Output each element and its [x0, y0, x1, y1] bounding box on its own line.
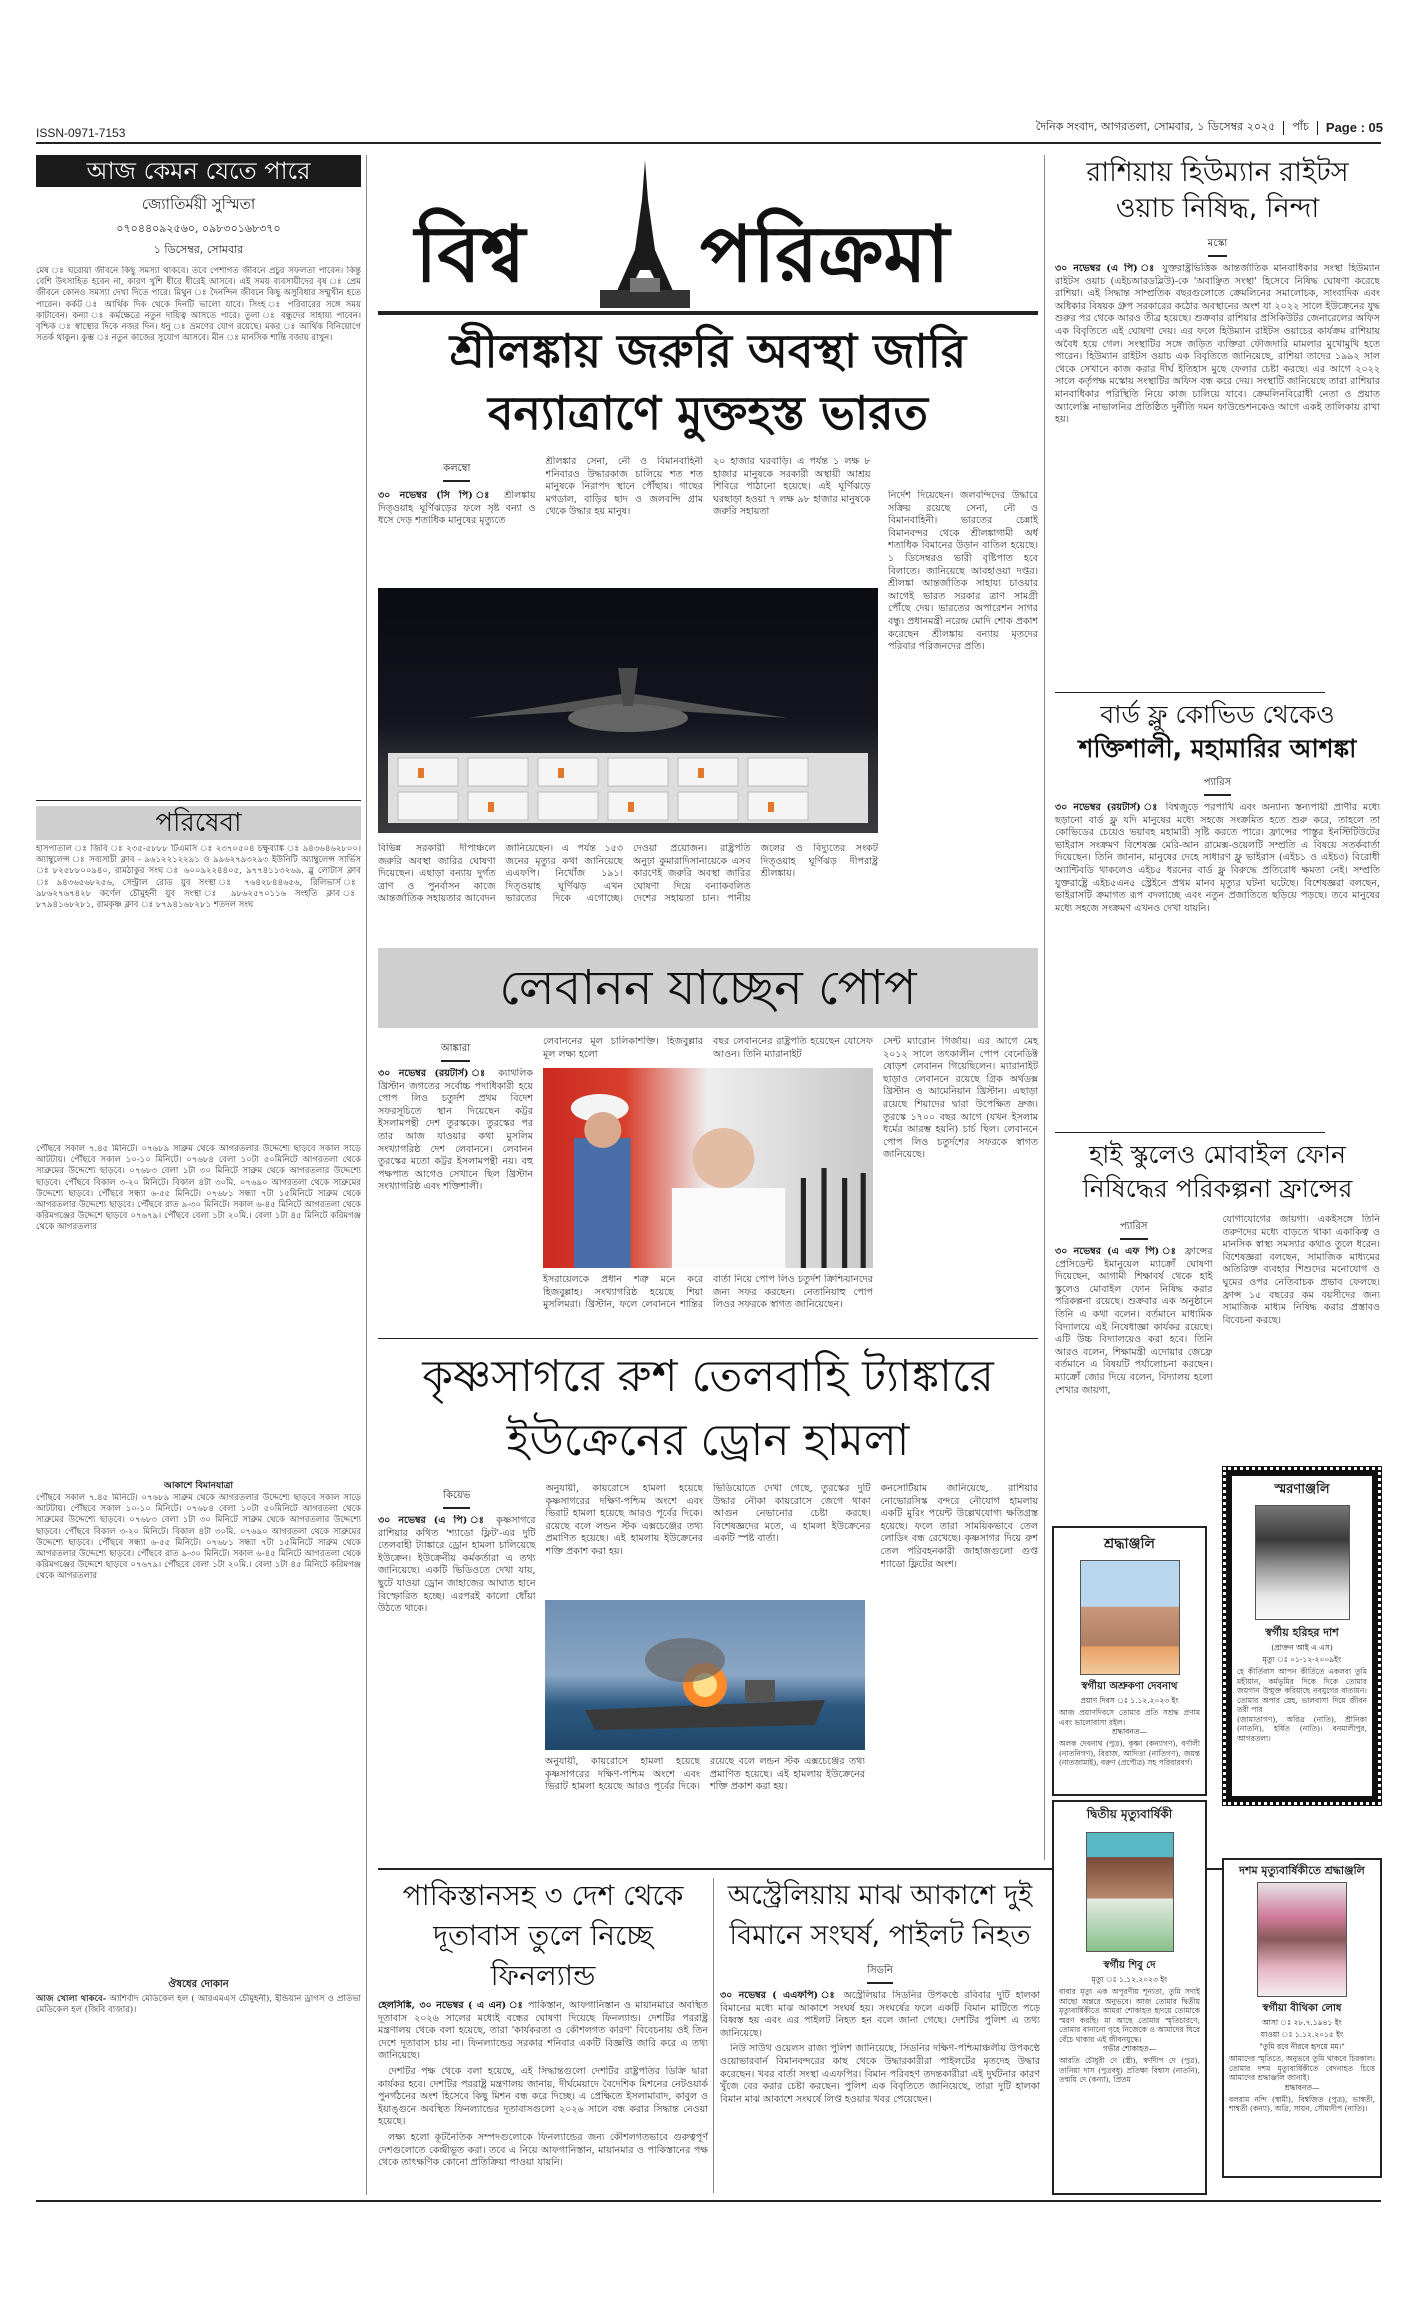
- lead-col-1-text: শ্রীলঙ্কায় দিত্ওয়াহ ঘূর্ণিঝড়ের ফলে সৃষ্ট বন্যা ও ধসে দেড় শতাধিক মানুষের মৃত্যুতে: [378, 490, 536, 527]
- phone-story: [1055, 1138, 1380, 1486]
- trains-body: পৌঁছবে সকাল ৭.৪৫ মিনিটে। ০৭৬৮৯ সাব্রুম থেকে আগরতলার উদ্দেশ্যে ছাড়বে সকাল সাড়ে আটটায়। পৌঁছবে সকাল ১০-১০ মিনিটে। ০৭৬৮৪ বেলা ১০টা ৫০মিনিটে আগরতলা থেকে সাব্রুমের উদ্দেশ্যে ছাড়বে। ০৭৬৮৩ বেলা ১টা ৩০ মিনিটে সাব্রুম থেকে আগরতলার উদ্দেশ্যে ছাড়বে। পৌঁছবে বিকাল ৩-২০ মিনিটে। বিকাল ৪টা ৩০মি. ০৭৬৯০ আগরতলা থেকে সাব্রুমের উদ্দেশ্যে ছাড়বে। পৌঁছবে সন্ধ্যা ৬-৫৫ মিনিটে। ০৭৬৮১ সন্ধ্যা ৭টা ১৫মিনিটে সাব্রুম থেকে আগরতলার উদ্দেশ্যে ছাড়বে। পৌঁছবে রাত ৯-৩০ মিনিটে। সকাল ৬-৪৫ মিনিটে আগরতলা থেকে করিমগঞ্জের উদ্দেশে ছাড়বে ০৭৬৭৯। পৌঁছবে বেলা ১টা ২০মি.। বেলা ১টা ৪৫ মিনিটে করিমগঞ্জ থেকে আগরতলার: [36, 1144, 361, 1233]
- pharmacy-label: আজ খোলা থাকবে-: [36, 1994, 107, 2004]
- tanker-fire-photo: [545, 1600, 865, 1750]
- phone-col-2: যোগাযোগের জায়গা। একইসঙ্গে তিনি তরুণদের মধ্যে বাড়তে থাকা একাকিত্ব ও মানসিক স্বাস্থ্য সমস্যার কথাও তুলে ধরেন। বিশেষজ্ঞরা বলছেন, সামাজিক মাধ্যমের অতিরিক্ত ব্যবহার শিশুদের মনোযোগ ও ঘুমের ওপর নেতিবাচক প্রভাব ফেলছে। ফ্রান্স ১৫ বছরের কম বয়সীদের জন্য সামাজিক মাধ্যম নিষিদ্ধ করার প্রস্তাবও বিবেচনা করছে।: [1222, 1214, 1380, 1326]
- russia-body-text: যুক্তরাষ্ট্রভিত্তিক আন্তর্জাতিক মানবাধিকার সংস্থা হিউম্যান রাইটস ওয়াচ (এইচআরডব্লিউ)-কে 'অবাঞ্ছিত সংস্থা' হিসেবে নিষিদ্ধ ঘোষণা করেছে রাশিয়া। এই সিদ্ধান্ত সাম্প্রতিক বছরগুলোতে ক্রেমলিনের সমালোচক, সাংবাদিক এবং অধিকার বিষয়ক গ্রুপ সরকারের কঠোর অবস্থানের অংশ যা ২০২২ সালে ইউক্রেনের যুদ্ধ শুরুর পর থেকে আরও তীব্র হয়েছে। শুক্রবার রাশিয়ার প্রসিকিউটর জেনারেলের অফিস এক বিবৃতিতে এই ঘোষণা দেয়। এর ফলে হিউম্যান রাইটস ওয়াচের কার্যক্রম রাশিয়ায় অবৈধ হয়ে গেল। সংস্থাটির সঙ্গে জড়িত ব্যক্তিরা ফৌজদারি মামলার মুখোমুখি হতে পারেন। হিউম্যান রাইটস ওয়াচ এক বিবৃতিতে জানিয়েছে, রাশিয়া তাদের ১৯৯২ সাল থেকে সেখানে কাজ করার দীর্ঘ ইতিহাস মুছে ফেলার চেষ্টা করছে। এর আগে ২০২২ সালে কর্তৃপক্ষ মস্কোয় সংস্থাটির অফিস বন্ধ করে দেয়। সংস্থাটি জানিয়েছে তারা রাশিয়ার মানবাধিকার পরিস্থিতি নিয়ে কাজ চালিয়ে যাবে। ক্রেমলিনবিরোধী নেতা ও প্রয়াত অ্যালেক্সি নাভালনির প্রতিষ্ঠিত দুর্নীতি দমন ফাউন্ডেশনকেও আগে একই তালিকায় রাখা হয়।: [1055, 263, 1380, 426]
- obituary-photo: [1080, 1560, 1180, 1675]
- pharmacy-body: [36, 1994, 361, 2016]
- pharmacy-text: আশির্বাদ মেডিকেল হল ( আরএমএস চৌমুহনী), ইন্ডিয়ান ড্রাগস ও প্রতিভা মেডিকেল হল (জিবি বাজার)।: [36, 1994, 361, 2016]
- lead-headline-1: শ্রীলঙ্কায় জরুরি অবস্থা জারি: [449, 324, 967, 378]
- page-header-info: [1036, 118, 1383, 137]
- australia-headline-2: বিমানে সংঘর্ষ, পাইলট নিহত: [729, 1920, 1031, 1951]
- obituary-photo: [1257, 1882, 1347, 1997]
- finland-headline-1: পাকিস্তানসহ ৩ দেশ থেকে: [402, 1879, 684, 1912]
- horoscope-date: ১ ডিসেম্বর, সোমবার: [153, 243, 244, 256]
- lead-col-3: ২০ হাজার ঘরবাড়ি। এ পর্যন্ত ১ লক্ষ ৮ হাজার মানুষকে সরকারী অস্থায়ী আশ্রয় শিবিরে পাঠানো হয়েছে। এই ঘূর্ণিঝড়ে ঘরছাড়া হওয়া ৭ লক্ষ ৯৮ হাজার মানুষকে জরুরি সহায়তা: [713, 456, 871, 518]
- obituary-title: দ্বিতীয় মৃত্যুবার্ষিকী: [1086, 1807, 1173, 1821]
- paper-dateline: দৈনিক সংবাদ, আগরতলা, সোমবার, ১ ডিসেম্বর ২০২৫: [1035, 120, 1276, 133]
- phone-rule: [1055, 1132, 1325, 1133]
- horoscope-phones: ০৭০৪৪০৯২৫৬০, ০৯৮৩০১৬৮৩৭০: [116, 222, 281, 235]
- obituary-debnath: [1052, 1526, 1207, 1796]
- page-word: পাঁচ: [1292, 120, 1309, 133]
- bottom-divider: [713, 1878, 714, 2193]
- tanker-below-photo: অনুযায়ী, কায়রোসে হামলা হয়েছে কৃষ্ণসাগরের দক্ষিণ-পশ্চিম অংশে এবং ভিরাট হামলা হয়েছে আরও পূর্বের দিকে। রয়েছে বলে লন্ডন স্টক এক্সচেঞ্জের তথ্য প্রমাণিত হয়েছে। এই হামলায় ইউক্রেনের শক্তি প্রকাশ করা হয়।: [545, 1756, 865, 1793]
- pope-story: [378, 1036, 1038, 1358]
- obituary-text: বাবার মৃত্যু এক অপূরণীয় শূন্যতা, তুমি সদাই আছো অন্তরে অনুভবে। আজ তোমার দ্বিতীয় মৃত্যুবার্ষিকীতে আমরা শোকাহত হৃদয়ে তোমাকে স্মরণ করছি। মা আছে তোমার স্মৃতিচারণে, তোমার বানানো গৃহে নিজেকে ও আমাদের ঘিরে বেঁচে থাকার এই জীবনযুদ্ধে।: [1059, 1987, 1200, 2044]
- phone-dateline: ৩০ নভেম্বর (এ এফ পি) ঃ: [1055, 1246, 1179, 1257]
- obituary-text: হে কীর্তিবাস আপন কীর্তিতে একলব্য তুমি মহীয়ান, কর্মভূমির দিকে দিকে তোমার জয়গান উন্মুক্ত করিয়াছে নবযুগের বাতায়ন। তোমার অপার স্নেহ, ভালবাসা দিয়ে জীবন তরী পার: [1237, 1667, 1367, 1714]
- pope-location: আঙ্কারা: [441, 1041, 470, 1062]
- birdflu-headline-2: শক্তিশালী, মহামারির আশঙ্কা: [1078, 734, 1357, 763]
- flights-title: আকাশে বিমানযাত্রা: [163, 1481, 234, 1491]
- horoscope-body: মেষ ঃ ঘরোয়া জীবনে কিছু সমস্যা থাকবে। তবে পেশাগত জীবনে প্রচুর সফলতা পাবেন। কিন্তু বেশি উৎসাহিত হবেন না, কারণ খুশি ধীরে ধীরেই আসবে। এই সময় ব্যবসায়ীদের বৃষ ঃ প্রেম জীবনে কোনও সমস্যা দেখা দিতে পারে। মিথুন ঃ দৈনন্দিন জীবনে কিছু অসুবিধার সম্মুখীন হতে পারেন। কর্কট ঃ আর্থিক দিক থেকে দিনটি ভালো যাবে। সিংহ ঃ পরিবারের সঙ্গে সময় কাটাবেন। কন্যা ঃ কর্মক্ষেত্রে নতুন দায়িত্ব আসতে পারে। তুলা ঃ বন্ধুদের সাহায্য পাবেন। বৃশ্চিক ঃ স্বাস্থ্যের দিকে নজর দিন। ধনু ঃ ভ্রমণের যোগ রয়েছে। মকর ঃ আর্থিক বিনিয়োগে সতর্ক থাকুন। কুম্ভ ঃ নতুন কাজের সুযোগ আসবে। মীন ঃ মানসিক শান্তি বজায় রাখুন।: [36, 266, 361, 344]
- tanker-headline-2: ইউক্রেনের ড্রোন হামলা: [506, 1415, 910, 1466]
- russia-story: [1055, 155, 1380, 683]
- masthead-left: বিশ্ব: [415, 210, 526, 300]
- masthead: [395, 160, 1025, 310]
- pope-col-4: সেন্ট ম্যারোন গির্জায়। এর আগে মেহ ২০১২ সালে তৎকালীন পোপ বেনেডিক্ট ষোড়শ লেবানন গিয়েছিলেন। ম্যারানাইট ছাড়াও লেবাননে রয়েছে গ্রিক অর্থডক্স খ্রিস্টান ও আমেনিয়ান খ্রিস্টান। এছাড়া রয়েছে শিয়াদের দ্বারা উপেক্ষিত দ্রুজ। তুরস্কে ১৭০০ বছর আগে (যখন ইসলাম ধর্মের আরম্ভ হয়নি) চার্চ ছিল। লেবাননে পোপ লিও চতুর্দশের সফরকে স্বাগত জানিয়েছে।: [883, 1036, 1038, 1161]
- birdflu-headline-1: বার্ড ফ্লু কোভিড থেকেও: [1100, 700, 1335, 729]
- lead-location: কলম্বো: [443, 461, 470, 482]
- phone-headline-2: নিষিদ্ধের পরিকল্পনা ফ্রান্সের: [1082, 1174, 1353, 1203]
- obituary-photo: [1255, 1505, 1350, 1620]
- tanker-dateline: ৩০ নভেম্বর (এ পি) ঃ: [378, 1515, 489, 1526]
- lead-dateline: ৩০ নভেম্বর (সি পি) ঃ: [378, 490, 496, 501]
- tanker-col-1-text: কৃষ্ণসাগরে রাশিয়ার কথিত 'শ্যাডো ফ্লিট'-এর দুটি তেলবাহী ট্যাঙ্কারে ড্রোন হামলা চালিয়েছে ইউক্রেন। ইউক্রেনীয় কর্মকর্তারা এ তথ্য জানিয়েছে। একটি ভিডিওতে দেখা যায়, ছুটে যাওয়া ড্রোন জাহাজের আঘাত হানে বিস্ফোরিত হচ্ছে। এরপরই কালো ধোঁয়া উঠতে থাকে।: [378, 1515, 536, 1615]
- horoscope-title: আজ কেমন যেতে পারে: [36, 155, 361, 187]
- birdflu-story: [1055, 698, 1380, 1132]
- russia-headline-2: ওয়াচ নিষিদ্ধ, নিন্দা: [1115, 193, 1320, 224]
- lead-col-1: [378, 490, 536, 528]
- obituary-title: শ্রদ্ধাঞ্জলি: [1104, 1536, 1155, 1552]
- australia-story: [720, 1876, 1040, 2106]
- australia-dateline: ৩০ নভেম্বর ( এএফপি) ঃ: [720, 1990, 838, 2001]
- russia-dateline: ৩০ নভেম্বর (এ পি) ঃ: [1055, 263, 1157, 274]
- pope-dateline: ৩০ নভেম্বর (রয়টার্স) ঃ: [378, 1068, 491, 1079]
- services-title: পরিষেবা: [36, 806, 361, 840]
- middle-column-divider: [1044, 155, 1045, 1860]
- pope-below-photo: ইসরায়েলকে প্রধান শত্রু মনে করে হিজবুল্লাহ। সংখ্যাগরিষ্ঠ হয়েছে শিয়া মুসলিমরা। খ্রিস্টান, ফলে লেবাননে শান্তির বার্তা নিয়ে পোপ লিও চতুর্দশ ক্রিশ্চিয়ানদের জন্য সফর করছেন। নেতানিয়াহু পোপ লিওর সফরকে স্বাগত জানিয়েছেন।: [543, 1274, 873, 1311]
- finland-body-2: দেশটির পক্ষ থেকে বলা হয়েছে, এই সিদ্ধান্তগুলো দেশটির রাষ্ট্রপতির ডিক্রি দ্বারা কার্যকর হবে। দেশটির পররাষ্ট্র মন্ত্রণালয় জানায়, দীর্ঘমেয়াদে বৈদেশিক মিশনের নেটওয়ার্ক পুনর্গঠনের অংশ হিসেবে কিছু মিশন বন্ধ করে দিচ্ছে। এ প্রেক্ষিতে ইসলামাবাদ, কাবুল ও ইয়াঙ্গুনে অবস্থিত ফিনল্যান্ডের দূতাবাসগুলো ২০২৬ সালে বন্ধ করার সিদ্ধান্ত নেওয়া হয়েছে।: [378, 2065, 708, 2128]
- pope-col-1-text: ক্যাথলিক খ্রিস্টান জগতের সর্বোচ্চ পদাধিকারী হয়ে পোপ লিও চতুর্দশ প্রথম বিদেশ সফরসূচিতে স্থান দিয়েছেন কট্টর ইসলামপন্থী দেশ তুরস্ককে। তুরস্কের পর তার আজ যাওয়ার কথা মুসলিম সংখ্যাগরিষ্ঠ দেশ লেবাননে। লেবানন তুরস্কের মতো কট্টর ইসলামপন্থী নয়। বহু পক্ষপাত আগেও সেখানে ছিল খ্রিস্টান সংখ্যাগরিষ্ঠ এবং শক্তিশালী।: [378, 1068, 533, 1193]
- lead-below-photo: বিভিন্ন সরকারী দীপাঞ্চলে জরুরি অবস্থা জারির ঘোষণা দিয়েছেন। এছাড়া বন্যায় দুর্গত ত্রাণ ও পুনর্বাসন কাজে আন্তর্জাতিক সহায়তার আবেদন জানিয়েছেন। এ পর্যন্ত ১৫৩ জনের মৃত্যুর কথা জানিয়েছে এএফপি। নিখোঁজ ১৯১। দিত্ওয়াহ ঘূর্ণিঝড় এখন ভারতের দিকে এগোচ্ছে। দেওয়া প্রয়োজন। রাষ্ট্রপতি অনুঢ়া কুমারাদিসানায়েকে এসব কারণেই জরুরি অবস্থা জারির ঘোষণা দিয়ে বন্যাকবলিত দেশের সহায়তা চান। পানীয় জলের ও বিদ্যুতের সংকট দিত্ওয়াহ ঘূর্ণিঝড় দীপরাষ্ট্র শ্রীলঙ্কায়।: [378, 843, 878, 905]
- phone-col-1: [1055, 1246, 1213, 1486]
- phone-col-1-text: ফ্রান্সের প্রেসিডেন্ট ইমানুয়েল ম্যাক্রোঁ ঘোষণা দিয়েছেন, আগামী শিক্ষাবর্ষ থেকে হাই স্কুলেও মোবাইল ফোন নিষিদ্ধ করার পরিকল্পনা রয়েছে। শুক্রবার এক অনুষ্ঠানে তিনি এ কথা বলেন। বর্তমানে মাধ্যমিক বিদ্যালয়ে এই নিষেধাজ্ঞা কার্যকর রয়েছে। এটি উচ্চ বিদ্যালয়েও করা হবে। তিনি আরও বলেন, শিক্ষামন্ত্রী এদোয়ার জেফ্রে বর্তমানে এ বিষয়টি পর্যালোচনা করছেন। ম্যাক্রোঁ জোর দিয়ে বলেন, বিদ্যালয় হলো শেখার জায়গা,: [1055, 1246, 1213, 1396]
- pope-col-1: [378, 1068, 533, 1358]
- horoscope-section: [36, 155, 361, 706]
- obituary-title: স্মরণাঞ্জলি: [1274, 1482, 1330, 1497]
- pharmacy-title: ঔষধের দোকান: [168, 1979, 229, 1990]
- masthead-rule: [378, 311, 1038, 315]
- obituary-family: আরতি চৌধুরী দে (স্ত্রী), স্বর্ণদীপ দে (পুত্র), তানিয়া দাস (পুত্রবধূ) প্রতিক্ষা বিশ্বাস (নাতনি), তন্ময়ি দে (কন্যা), প্রিতম: [1059, 2056, 1200, 2084]
- lead-col-2: শ্রীলঙ্কার সেনা, নৌ ও বিমানবাহিনী শনিবারও উদ্ধারকাজ চালিয়ে শত শত মানুষকে নিরাপদ স্থানে পৌঁছায়। গাছের মগডাল, বাড়ির ছাদ ও জলবন্দি গ্রাম থেকে উদ্ধার হয় মানুষ।: [545, 456, 703, 518]
- finland-body-3: লক্ষ্য হলো কূটনৈতিক সম্পদগুলোকে ফিনল্যান্ডের জন্য কৌশলগতভাবে গুরুত্বপূর্ণ দেশগুলোতে কেন্দ্রীভূত করা। তবে এ নিয়ে আফগানিস্তান, মায়ানমার ও পাকিস্তানের পক্ষ থেকে তাৎক্ষণিক কোনো প্রতিক্রিয়া পাওয়া যায়নি।: [378, 2131, 708, 2169]
- page-number: Page : 05: [1325, 120, 1383, 135]
- obituary-name: স্বর্গীয়া অশ্রুকণা দেবনাথ: [1081, 1681, 1178, 1692]
- issn: ISSN-0971-7153: [36, 126, 126, 140]
- tanker-headline-1: কৃষ্ণসাগরে রুশ তেলবাহি ট্যাঙ্কারে: [422, 1351, 994, 1402]
- birdflu-rule: [1055, 692, 1325, 693]
- russia-body: [1055, 263, 1380, 683]
- phone-location: প্যারিস: [1120, 1219, 1148, 1240]
- flights-body: পৌঁছবে সকাল ৭.৪৫ মিনিটে। ০৭৬৮৯ সাব্রুম থেকে আগরতলার উদ্দেশ্যে ছাড়বে সকাল সাড়ে আটটায়। পৌঁছবে সকাল ১০-১০ মিনিটে। ০৭৬৮৪ বেলা ১০টা ৫০মিনিটে আগরতলা থেকে সাব্রুমের উদ্দেশ্যে ছাড়বে। ০৭৬৮৩ বেলা ১টা ৩০ মিনিটে সাব্রুম থেকে আগরতলার উদ্দেশ্যে ছাড়বে। পৌঁছবে বিকাল ৩-২০ মিনিটে। বিকাল ৪টা ৩০মি. ০৭৬৯০ আগরতলা থেকে সাব্রুমের উদ্দেশ্যে ছাড়বে। পৌঁছবে সন্ধ্যা ৬-৫৫ মিনিটে। ০৭৬৮১ সন্ধ্যা ৭টা ১৫মিনিটে সাব্রুম থেকে আগরতলার উদ্দেশ্যে ছাড়বে। পৌঁছবে রাত ৯-৩০ মিনিটে। সকাল ৬-৪৫ মিনিটে আগরতলা থেকে করিমগঞ্জের উদ্দেশে ছাড়বে ০৭৬৭৯। পৌঁছবে বেলা ১টা ২০মি.। বেলা ১টা ৪৫ মিনিটে করিমগঞ্জ থেকে আগরতলার: [36, 1493, 361, 1582]
- cargo-plane-icon: [378, 588, 878, 833]
- russia-location: মস্কো: [1208, 236, 1228, 257]
- obituary-date: প্রয়াণ দিবস ঃ ১.১২.২০২৩ ইং: [1080, 1696, 1179, 1705]
- obituary-name: স্বর্গীয়া বীথিকা লোধ: [1262, 2003, 1342, 2014]
- finland-headline-2: দূতাবাস তুলে নিচ্ছে ফিনল্যান্ড: [433, 1919, 653, 1992]
- header-rule: [36, 142, 1381, 144]
- tanker-location: কিয়েভ: [443, 1488, 470, 1509]
- finland-story: [378, 1876, 708, 2170]
- footer-rule: [36, 2200, 1381, 2202]
- masthead-right: পরিক্রমা: [700, 210, 950, 300]
- russia-headline-1: রাশিয়ায় হিউম্যান রাইটস: [1086, 157, 1349, 188]
- finland-body-text: পাকিস্তান, আফগানিস্তান ও মায়ানমারে অবস্থিত দূতাবাস ২০২৬ সালের মধ্যেই বন্ধের ঘোষণা দিয়েছে ফিনল্যান্ড। দেশটির পররাষ্ট্র মন্ত্রণালয় থেকে বলা হয়েছে, তারা 'কার্যকরতা ও কৌশলগত কারণ' বিবেচনায় ওই তিন দেশে দূতাবাস চায় না। ফিনল্যান্ডের সরকার শনিবার একটি বিজ্ঞপ্তি জারি করে এ তথ্য জানিয়েছে।: [378, 2000, 708, 2062]
- obituary-name: স্বর্গীয় হরিহর দাশ: [1265, 1626, 1339, 1639]
- obituary-subtitle: (প্রাক্তন আই এ এস): [1271, 1643, 1333, 1652]
- obituary-family: বলরাম নন্দি (স্বামী), বিশ্বজিত (পুত্র), ভাস্বতী, শাশ্বতী (কন্যা), অত্রি, সায়ন, সৌম্যদীপ (নাতি)।: [1229, 2094, 1375, 2113]
- tanker-col-3: ভিডিয়োতে দেখা গেছে, তুরস্কের দুটি উদ্ধার নৌকা কায়রোসে জেগে থাকা আগুন নেভানোর চেষ্টা করছে। বিশেষজ্ঞদের মতে, এ হামলা ইউক্রেনের একটি স্পষ্ট বার্তা।: [713, 1483, 871, 1545]
- tanker-col-4: কনসোর্টিয়াম জানিয়েছে, রাশিয়ার নোভোরসিস্ক বন্দরে নৌযোগ হামলায় একটি মুরিং পয়েন্ট উল্লেখযোগ্য ক্ষতিগ্রস্ত হয়েছে। ফলে তারা সাময়িকভাবে তেল লোডিং বন্ধ রেখেছে। কৃষ্ণসাগর দিয়ে রুশ তেল পরিবহনকারী জাহাজগুলো গুপ্ত শ্যাডো ফ্লিটের অংশ।: [880, 1483, 1038, 1570]
- obituary-lodh: [1222, 1858, 1382, 2178]
- obituary-date: মৃত্যু ঃ ০১-১২-২০০৯ইং: [1262, 1655, 1342, 1664]
- obituary-date-2: যাওয়া ঃ ১.১২.২০১৫ ইং: [1260, 2030, 1344, 2039]
- obituary-date: আসা ঃ ২৮.৭.১৯৪১ ইং: [1262, 2018, 1342, 2027]
- pope-col-3: বছর লেবাননের রাষ্ট্রপতি হয়েছেন যোসেফ আওন। তিনি ম্যারানাইট: [713, 1036, 873, 1060]
- services-rule: [36, 800, 361, 801]
- eiffel-tower-icon: [595, 160, 695, 308]
- birdflu-location: প্যারিস: [1204, 775, 1232, 796]
- australia-headline-1: অস্ট্রেলিয়ায় মাঝ আকাশে দুই: [727, 1880, 1033, 1911]
- obituary-text: আজ প্রয়াণদিবসে তোমার প্রতি সশ্রদ্ধ প্রণাম এবং ভালোবাসা রইল।: [1059, 1708, 1200, 1727]
- services-section: [36, 806, 361, 2016]
- birdflu-body: [1055, 802, 1380, 1132]
- pope-photo: [543, 1068, 873, 1268]
- obituary-das: [1222, 1466, 1382, 1806]
- phone-headline-1: হাই স্কুলেও মোবাইল ফোন: [1089, 1140, 1346, 1169]
- finland-dateline: হেলসিঙ্কি, ৩০ নভেম্বর ( এ এন) ঃ: [378, 2000, 524, 2011]
- tanker-rule: [378, 1338, 1038, 1339]
- obituary-text: আমাদের স্মৃতিতে, অনুভবে তুমি থাকবে চিরকাল। তোমার দশম মৃত্যুবার্ষিকীতে বেদনাহত চিত্তে আমাদের শ্রদ্ধাঞ্জলি জানাই।: [1229, 2054, 1375, 2082]
- left-column-divider: [366, 155, 367, 2195]
- lead-headline-2: বন্যাত্রাণে মুক্তহস্ত ভারত: [487, 386, 929, 440]
- australia-body-text: অস্ট্রেলিয়ার সিডনির উপকণ্ঠে রবিবার দুটি হালকা বিমানের মধ্যে মাঝ আকাশে সংঘর্ষ হয়। সংঘর্ষের ফলে একটি বিমান মাটিতে পড়ে বিধ্বস্ত হয় এবং এর পাইলট নিহত হন বলে জানা গেছে। দেশটির পুলিশ এ তথ্য জানিয়েছে।: [720, 1990, 1040, 2039]
- australia-body: [720, 1990, 1040, 2040]
- cargo-plane-photo: [378, 588, 878, 833]
- finland-body: [378, 2000, 708, 2063]
- services-body: হাসপাতাল ঃ জিবি ঃ ২৩৫-৫৮৮৮ টিএমসি ঃ ২৩৭০৫০৪ চক্ষুব্যাঙ্ক ঃ ৯৪৩৬৪৬২৮০০। অ্যাম্বুলেন্স ঃ সব্যসাচী ক্লাব - ৯৬১২২১২২৯১ ও ৯৯৬২৭৯৩২৯৩ ইউনিটি অ্যাম্বুলেন্স সার্ভিস ঃ ৮২৫৮৮০০৯৪০, রামঠাকুর সংঘ ঃ ৬০০৯২২৪৪০৫, ৯৭৭৪১১৩২৬৯, ব্লু লোটাস ক্লাব ঃ ৯৪৩৬৫৬৮২৫৬, সেন্ট্রাল রোড যুব সংস্থা ঃ ৭৬৪২৮৪৪৬৫৬, রিলিভার্স ঃ ৯৮৬২৭৬৭৪২৮ কর্ণেল চৌমুহনী যুব সংস্থা ঃ ৯৮৬২৫৭০১১৬ সংহতি ক্লাব ঃ ৮৭৯৪১৬৮২৮১, রামকৃষ্ণ ক্লাব ঃ ৮৭৯৪১৬৮২৮১ শতদল সংঘ: [36, 844, 361, 911]
- obituary-sign-label: শ্রদ্ধাবনত—: [1112, 1727, 1147, 1736]
- tanker-col-2: অনুযায়ী, কায়রোসে হামলা হয়েছে কৃষ্ণসাগরের দক্ষিণ-পশ্চিম অংশে এবং ভিরাট হামলা হয়েছে আরও পূর্বের দিকে। রয়েছে বলে লন্ডন স্টক এক্সচেঞ্জের তথ্য প্রমাণিত হয়েছে। এই হামলায় ইউক্রেনের শক্তি প্রকাশ করা হয়।: [545, 1483, 703, 1557]
- australia-location: সিডনি: [867, 1963, 893, 1984]
- tanker-col-1: [378, 1515, 536, 1845]
- obituary-name: স্বর্গীয় শিবু দে: [1103, 1960, 1156, 1971]
- tanker-ship-icon: [545, 1600, 865, 1750]
- obituary-quote: "তুমি রবে নীরবে হৃদয়ে মম।": [1259, 2042, 1345, 2051]
- pope-col-2: লেবাননের মূল চালিকাশক্তি। হিজবুল্লার মূল লক্ষ্য হলো: [543, 1036, 703, 1060]
- birdflu-body-text: বিশ্বজুড়ে পরপাখি এবং অন্যান্য স্তন্যপায়ী প্রাণীর মধ্যে ছড়ানো বার্ড ফ্লু যদি মানুষের মধ্যে সহজে সংক্রমিত হতে শুরু করে, তাহলে তা কোভিডের চেয়েও ভয়াবহ মহামারী সৃষ্টি করতে পারে। ফ্রান্সের পাস্তুর ইনস্টিটিউটের ভাইরাস সংক্রমণ বিশেষজ্ঞ মেরি-আন রামেক্স-ওয়েলটি সম্প্রতি এ বিষয়ে সতর্কবার্তা দিয়েছেন। তিনি জানান, মানুষের দেহে সাধারণ ফ্লু ভাইরাস (এইচ১ ও এইচ৩) বিরোধী অ্যান্টিবডি থাকলেও এইচ৫ ধরনের বার্ড ফ্লু বিরুদ্ধে প্রতিরোধ ক্ষমতা নেই। সম্প্রতি যুক্তরাষ্ট্রে এইচ৫এন৫ স্ট্রেইনে প্রথম মানব মৃত্যুর ঘটনা ঘটেছে। বিশেষজ্ঞরা বলছেন, ভাইরাসটি ক্রমাগত রূপ বদলাচ্ছে এবং নতুন প্রজাতিতে ছড়িয়ে পড়ছে। তবে মানুষের মধ্যে সহজে সংক্রমণ এখনও দেখা যায়নি।: [1055, 802, 1380, 914]
- obituary-sign-label: গভীর শোকাহত—: [1102, 2044, 1157, 2053]
- australia-body-2: নিউ সাউথ ওয়েলস রাজ্য পুলিশ জানিয়েছে, সিডনির দক্ষিণ-পশ্চিমাঞ্চলীয় উপকণ্ঠে ওয়োভারবার্ন বিমানবন্দরের কাছ থেকে উদ্ধারকারীরা পাইলটের মৃতদেহ উদ্ধার করেছেন। খবর বার্তা সংস্থা এএফপির। বিমান পরিবহণ তদন্তকারীরা এই দুর্ঘটনার কারণ খুঁজে বের করার চেষ্টা করছেন। পুলিশ এক বিবৃতিতে জানিয়েছে, তারা দুটি হালকা বিমান মাঝ আকাশে সংঘর্ষে লিপ্ত হওয়ার খবর পেয়েছেন।: [720, 2043, 1040, 2105]
- obituary-title: দশম মৃত্যুবার্ষিকীতে শ্রদ্ধাঞ্জলি: [1239, 1864, 1365, 1877]
- obituary-de: [1052, 1800, 1207, 2195]
- birdflu-dateline: ৩০ নভেম্বর (রয়টার্স) ঃ: [1055, 802, 1160, 813]
- obituary-family: (জামাতাগণ), অরিত্র (নাতি), শ্রীনিকা (নাতনি), হর্ষিত (নাতি)। বনমালীপুর, আগরতলা।: [1237, 1714, 1367, 1743]
- obituary-sign-label: শ্রদ্ধাবনত—: [1284, 2082, 1320, 2092]
- lead-col-4: নির্দেশ দিয়েছেন। জলবন্দিদের উদ্ধারে সক্রিয় রয়েছে সেনা, নৌ ও বিমানবাহিনী। ভারতের চেন্নাই বিমানবন্দর থেকে শ্রীলঙ্কাগামী অর্ধ শতাধিক বিমানের উড়ান বাতিল হয়েছে। ১ ডিসেম্বরও ভারী বৃষ্টিপাত হবে বিলাতে। জানিয়েছে আবহাওয়া দপ্তর। শ্রীলঙ্কা আন্তর্জাতিক সাহায্য চাওয়ার আগেই ভারত সরকার ত্রাণ সামগ্রী পৌঁছে দেয়। ভারতের অপারেশন সাগর বন্ধু। প্রধানমন্ত্রী নরেন্দ্র মোদি শোক প্রকাশ করেছেন শ্রীলঙ্কায় বন্যায় মৃতদের পরিবার পরিজনদের প্রতি।: [888, 490, 1038, 653]
- obituary-date: মৃত্যু ঃ ১.১২.২০২৩ ইং: [1091, 1975, 1168, 1984]
- horoscope-author: জ্যোতির্ময়ী সুস্মিতা: [141, 195, 256, 213]
- obituary-photo: [1086, 1832, 1174, 1952]
- pope-headline: লেবানন যাচ্ছেন পোপ: [378, 948, 1038, 1028]
- obituary-family: অলক দেবনাথ (পুত্র), কৃষ্ণা (কন্যাগণ), বর্ণালী (নাতনিগণ), বিরাজ, আদিত্য (নাতিগণ), জয়ন্ত (নাতজামাই), বরুণ (প্রপৌত্র) সহ পরিবারবর্গ।: [1059, 1739, 1200, 1767]
